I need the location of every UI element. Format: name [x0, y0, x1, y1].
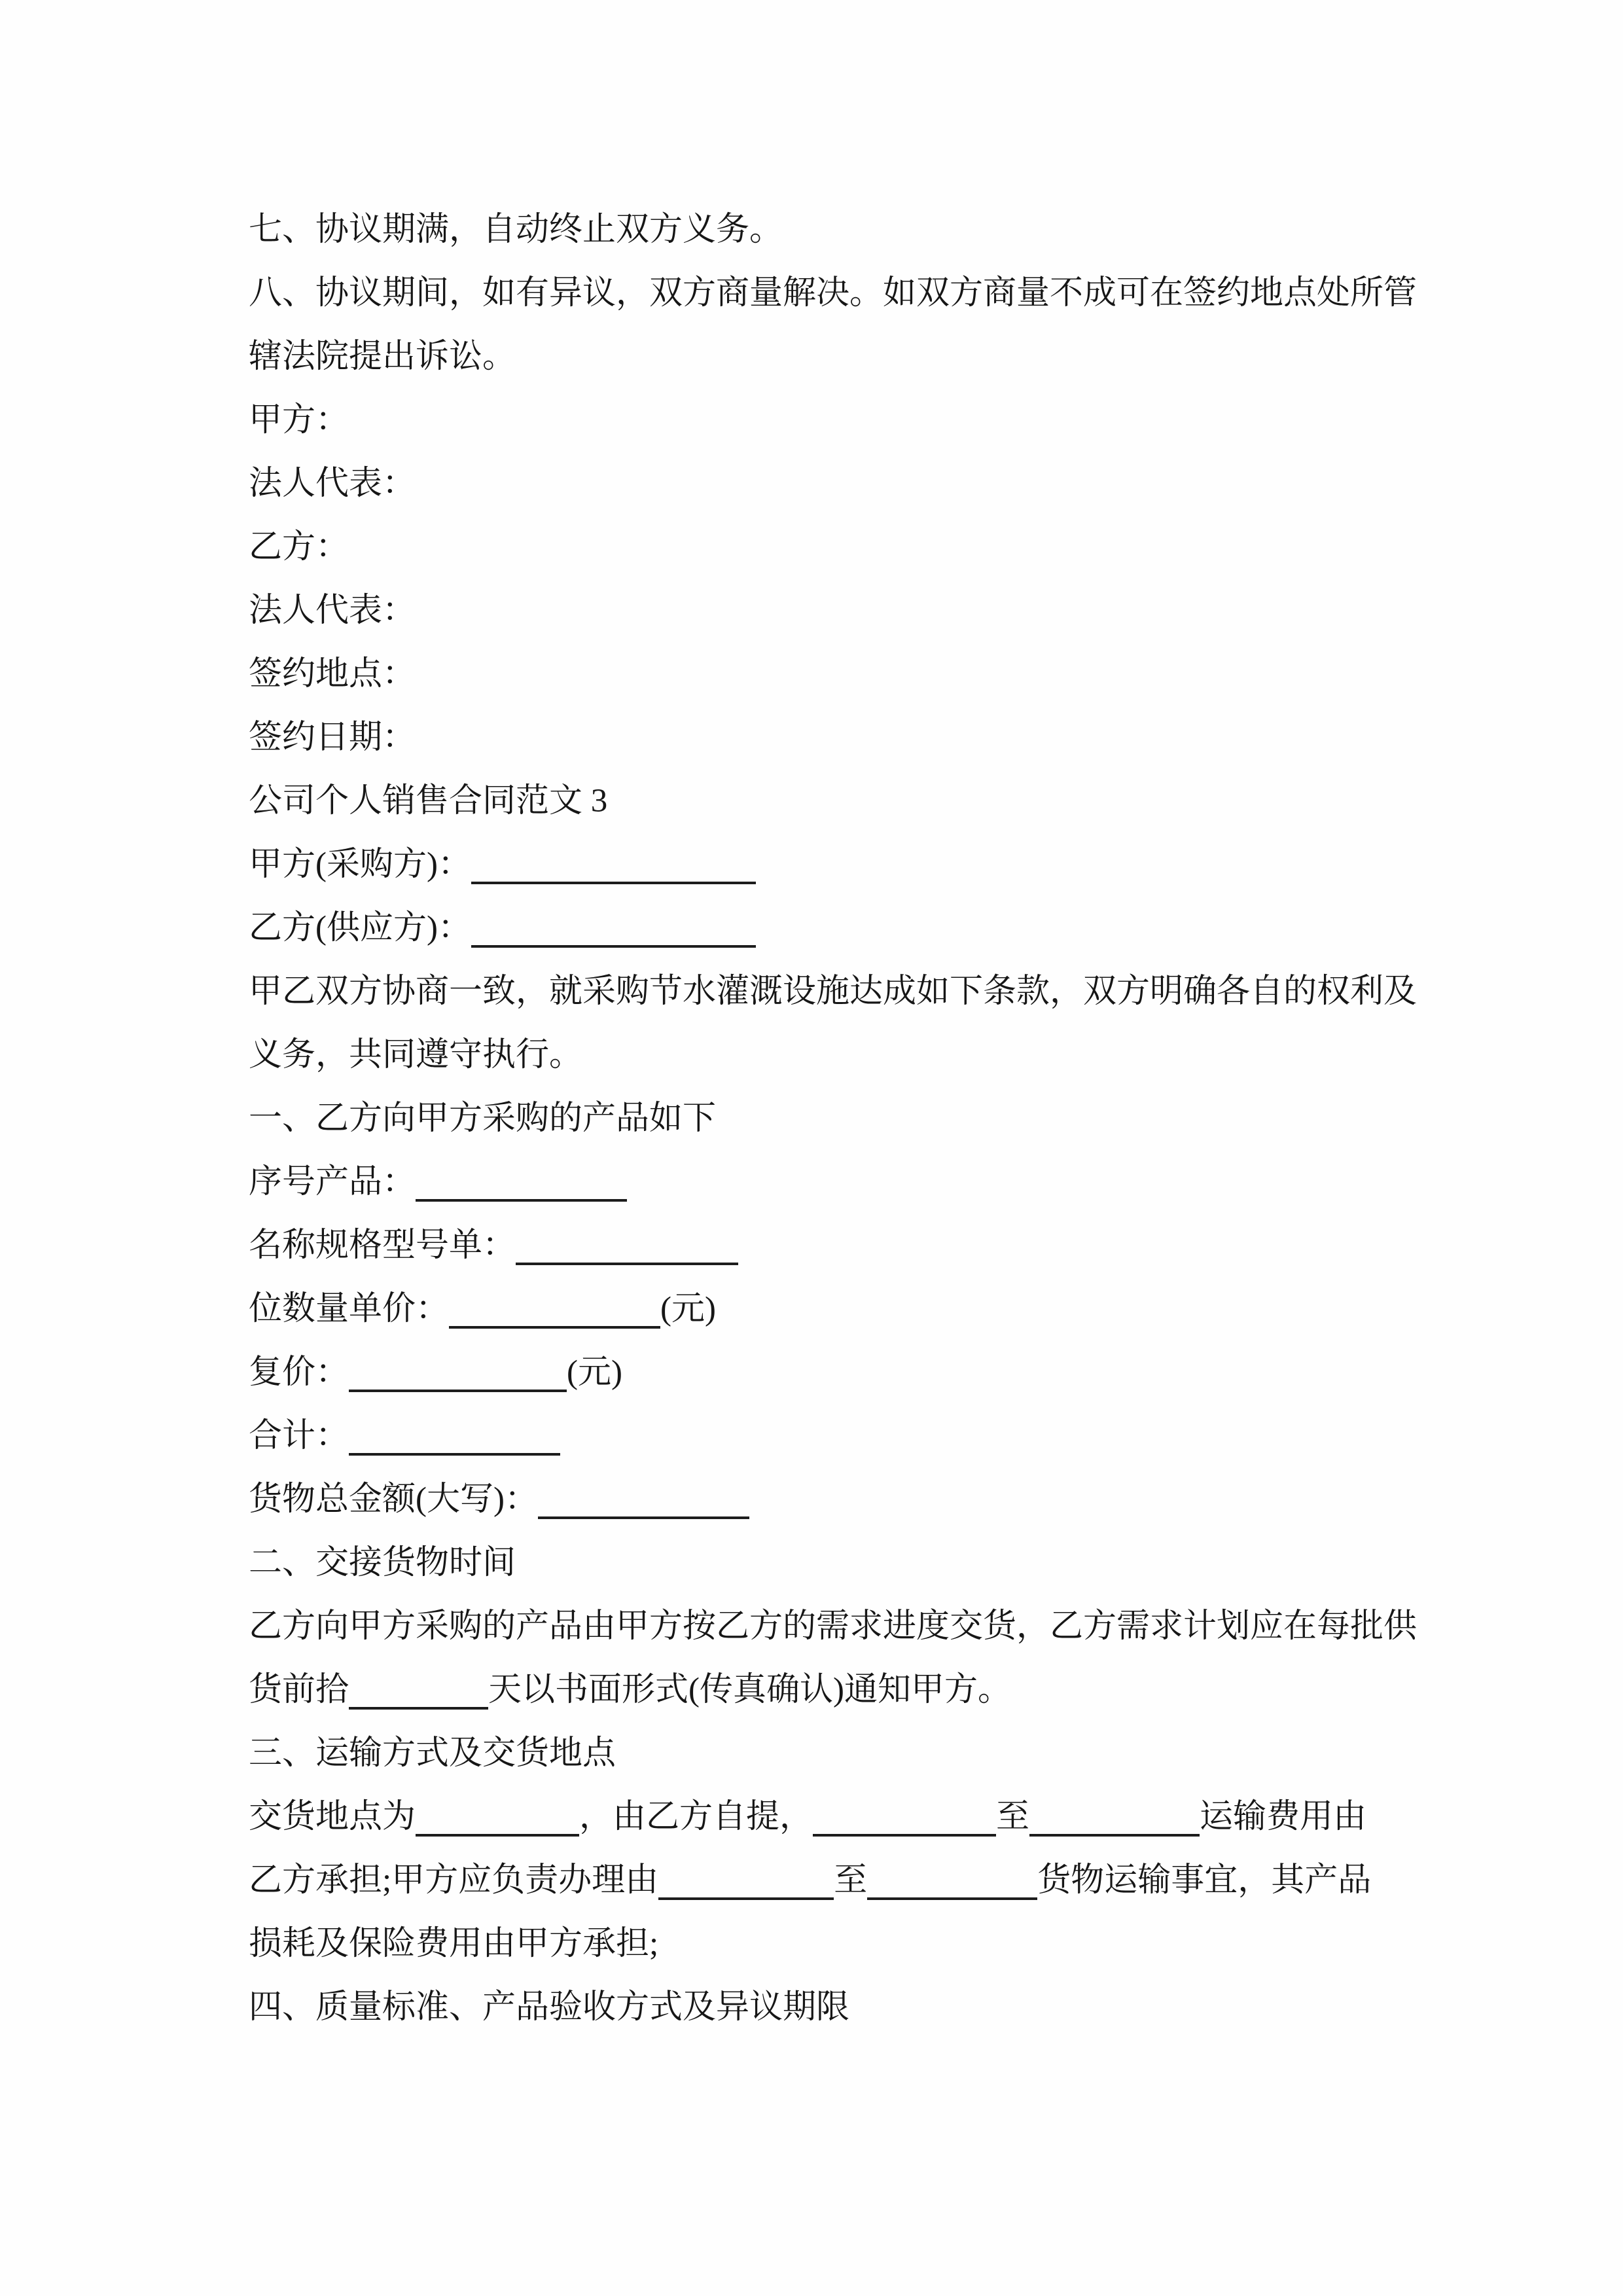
text-run: 位数量单价： [249, 1291, 450, 1327]
clause-8-line-1 [249, 262, 1427, 325]
legal-rep-a-label [249, 452, 1427, 516]
party-b-supplier-blank [249, 897, 1427, 960]
text-run: 法人代表： [249, 592, 416, 629]
clause-2-heading [249, 1532, 1427, 1595]
party-a-label [249, 389, 1427, 452]
fill-in-blank-underline [538, 1489, 749, 1519]
text-run: 货物总金额(大写)： [249, 1481, 538, 1518]
text-run: 序号产品： [249, 1164, 416, 1200]
fill-in-blank-underline [813, 1806, 996, 1837]
text-run: 货物运输事宜，其产品 [1037, 1862, 1372, 1899]
fill-in-blank-underline [449, 1299, 660, 1329]
text-run: 签约地点： [249, 656, 416, 692]
text-run: 辖法院提出诉讼。 [249, 338, 516, 375]
fill-in-blank-underline [349, 1362, 567, 1392]
text-run: ，由乙方自提， [579, 1799, 813, 1835]
fill-in-blank-underline [349, 1426, 560, 1456]
fill-in-blank-underline [867, 1870, 1037, 1900]
clause-2-body-line-1 [249, 1595, 1427, 1659]
text-run: 乙方： [249, 529, 349, 565]
clause-4-heading [249, 1976, 1427, 2039]
clause-7 [249, 198, 1427, 262]
text-run: (元) [660, 1291, 716, 1327]
text-run: 甲方(采购方)： [249, 846, 471, 883]
total-amount-words-blank [249, 1468, 1427, 1532]
text-run: 法人代表： [249, 465, 416, 502]
unit-qty-price-blank [249, 1278, 1427, 1341]
section-title-sample-3 [249, 770, 1427, 833]
clause-3-heading [249, 1722, 1427, 1785]
text-run: 甲乙双方协商一致，就采购节水灌溉设施达成如下条款，双方明确各自的权利及 [249, 973, 1418, 1010]
signing-date-label [249, 706, 1427, 770]
fill-in-blank-underline [1029, 1806, 1200, 1837]
clause-2-body-line-2 [249, 1659, 1427, 1722]
text-run: 天以书面形式(传真确认)通知甲方。 [488, 1672, 1011, 1708]
text-run: 货前拾 [249, 1672, 349, 1708]
text-run: 七、协议期满，自动终止双方义务。 [249, 211, 783, 248]
fill-in-blank-underline [516, 1235, 738, 1265]
fill-in-blank-underline [471, 854, 756, 884]
text-run: 合计： [249, 1418, 349, 1454]
text-run: 交货地点为 [249, 1799, 416, 1835]
fill-in-blank-underline [658, 1870, 834, 1900]
clause-8-line-2 [249, 325, 1427, 389]
total-blank [249, 1405, 1427, 1468]
text-run: 签约日期： [249, 719, 416, 756]
clause-1-heading [249, 1087, 1427, 1151]
text-run: 乙方向甲方采购的产品由甲方按乙方的需求进度交货，乙方需求计划应在每批供 [249, 1608, 1418, 1645]
text-run: 公司个人销售合同范文 3 [249, 783, 608, 819]
clause-3-body-line-1 [249, 1785, 1427, 1849]
text-run: 一、乙方向甲方采购的产品如下 [249, 1100, 717, 1137]
repeat-price-blank [249, 1341, 1427, 1405]
text-run: 至 [834, 1862, 868, 1899]
text-run: 三、运输方式及交货地点 [249, 1735, 616, 1772]
preamble-line-2 [249, 1024, 1427, 1087]
text-run: 乙方(供应方)： [249, 910, 471, 946]
text-run: 义务，共同遵守执行。 [249, 1037, 583, 1073]
text-run: 至 [996, 1799, 1030, 1835]
text-run: 复价： [249, 1354, 349, 1391]
fill-in-blank-underline [416, 1806, 579, 1837]
text-run: 乙方承担;甲方应负责办理由 [249, 1862, 659, 1899]
product-no-blank [249, 1151, 1427, 1214]
text-run: 八、协议期间，如有异议，双方商量解决。如双方商量不成可在签约地点处所管 [249, 275, 1418, 312]
party-b-label [249, 516, 1427, 579]
party-a-purchaser-blank [249, 833, 1427, 897]
text-run: 甲方： [249, 402, 349, 439]
name-spec-model-blank [249, 1214, 1427, 1278]
legal-rep-b-label [249, 579, 1427, 643]
fill-in-blank-underline [471, 918, 756, 948]
signing-place-label [249, 643, 1427, 706]
fill-in-blank-underline [349, 1679, 488, 1710]
preamble-line-1 [249, 960, 1427, 1024]
text-run: 运输费用由 [1200, 1799, 1367, 1835]
text-run: 损耗及保险费用由甲方承担; [249, 1926, 659, 1962]
text-run: 名称规格型号单： [249, 1227, 516, 1264]
clause-3-body-line-3 [249, 1912, 1427, 1976]
fill-in-blank-underline [416, 1172, 627, 1202]
text-run: 四、质量标准、产品验收方式及异议期限 [249, 1989, 850, 2026]
text-run: 二、交接货物时间 [249, 1545, 516, 1581]
text-run: (元) [567, 1354, 622, 1391]
clause-3-body-line-2 [249, 1849, 1427, 1912]
